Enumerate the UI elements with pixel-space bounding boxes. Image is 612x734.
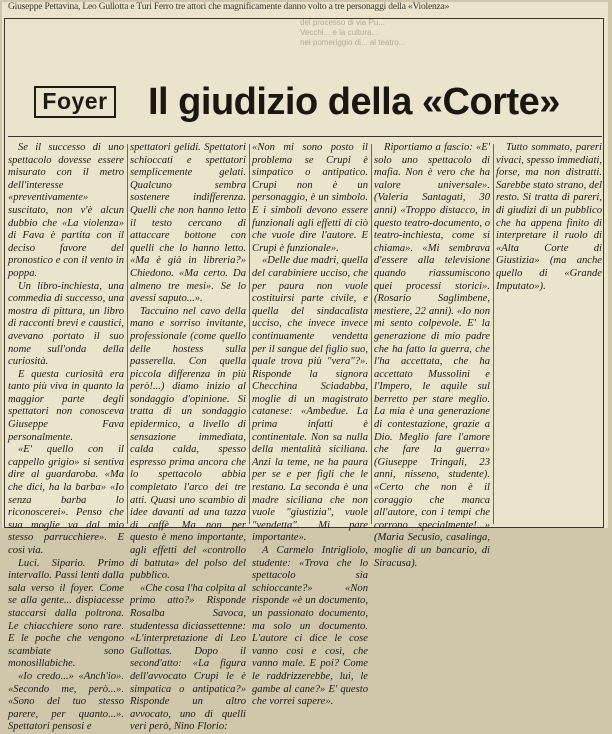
paragraph: E questa curiosità era tanto più viva in quanto la maggior parte degli spettatori non conosceva Giuseppe Fava personalmente.: [8, 368, 124, 443]
show-through-line: nel pomeriggio di... al teatro...: [300, 38, 406, 47]
column-divider: [249, 144, 250, 524]
photo-caption: Giuseppe Pettavina, Leo Gullotta e Turi Ferro tre attori che magnificamente danno volto a tre personaggi della «Violenza»: [8, 2, 450, 12]
paragraph: Se il successo di uno spettacolo dovesse essere misurato con il metro dell'interesse «preventivamente» suscitato, non v'è alcun dubbio che «La violenza» di Fava è partita con il deciso favore del pronostico e con il vento in poppa.: [8, 142, 124, 279]
paragraph: «Che cosa l'ha colpita al primo atto?» Risponde Rosalba Savoca, studentessa diciassettenne: «L'interpretazione di Leo Gullottas. Dopo il second'atto: «La figura dell'avvocato Crupi le è simpatica o antipatica?» Risponde un altro avvocato, uno di quelli veri però, Nino Florio:: [130, 582, 246, 733]
column-divider: [493, 144, 494, 524]
article-column-1: [8, 142, 124, 733]
paragraph: «Io credo...» «Anch'io». «Secondo me, però...». «Sono del tuo stesso parere, per quanto...». Spettatori pensosi e: [8, 670, 124, 733]
section-label-foyer: Foyer: [34, 86, 116, 118]
article-headline: Il giudizio della «Corte»: [148, 81, 560, 123]
column-divider: [127, 144, 128, 524]
article-column-3: [252, 142, 368, 708]
paragraph: «E' quello con il cappello grigio» si sentiva dire al guardaroba. «Ma che dici, ha la barba» «Io senza barba lo riconoscerei». Penso che sua moglie va dal mio stesso parrucchiere». E così via.: [8, 444, 124, 556]
paragraph: «Delle due madri, quella del carabiniere ucciso, che per paura non vuole costituirsi parte civile, e quella del sindacalista ucciso, che invece invece continuamente vendetta per il sangue del figlio suo, quale trova più "vera"?». Risponde la signora Checchina Sciadabba, moglie di un magistrato catanese: «Ambedue. La prima infatti è continentale. Non sa nulla della mentalità siciliana. Anzi la teme, ne ha paura per se e per figli che le restano. La seconda è una madre siciliana che non vuole "giustizia", vuole "vendetta". Mi pare importante».: [252, 255, 368, 544]
paragraph: spettatori gelidi. Spettatori schioccati e spettatori semplicemente gelati. Qualcuno sembra sostenere indifferenza. Quelli che non hanno letto il testo cercano di attaccare bottone con quelli che lo hanno letto. «Ma è già in libreria?» Chiedono. «Ma certo. Da almeno tre mesi». Se lo avessi saputo...».: [130, 142, 246, 305]
paragraph: Taccuino nel cavo della mano e sorriso invitante, professionale (come quello delle hostess sulla passerella. Con quella piccola differenza in più però!...) diamo inizio al sondaggio d'opinione. Si tratta di un sondaggio epidermico, a livello di sensazione immediata, calda calda, spesso espresso prima ancora che lo spettacolo abbia completato l'arco dei tre atti. Quasi uno scambio di idee davanti ad una tazza di caffè. Ma non per questo è meno importante, agli effetti del «controllo di battuta» del polso del pubblico.: [130, 305, 246, 582]
paragraph: Luci. Sipario. Primo intervallo. Passi lenti dalla sala verso il foyer. Come se alla gente... dispiacesse staccarsi dalla poltrona. Le chiacchiere sono rare. E le poche che vengono scambiate sono monosillabiche.: [8, 557, 124, 670]
article-column-2: [130, 142, 246, 733]
paragraph: «Non mi sono posto il problema se Crupi è simpatico o antipatico. Crupi non è un personaggio, è un simbolo. E i simboli devono essere funzionali agli effetti di ciò che vuole dire l'autore. E Crupi è funzionale».: [252, 142, 368, 254]
article-body: [8, 142, 604, 733]
paragraph: Un libro-inchiesta, una commedia di successo, una mostra di pittura, un libro di racconti brevi e caustici, avevano portato il suo nome sull'onda della curiosità.: [8, 280, 124, 368]
column-divider: [371, 144, 372, 524]
paragraph: A Carmelo Intrigliolo, studente: «Trova che lo spettacolo sia schioccante?» «Non risponde «è un documento, un passionato documento, ma solo un documento. L'autore ci dice le cose vanno così e così, che vanno male. E poi? Come le raddrizzerebbe, lui, le gambe al cane?» E' questo che vorrei sapere».: [252, 545, 368, 708]
show-through-line: del processo di via Pu...: [300, 18, 385, 27]
show-through-line: Vecchi... e la cultura...: [300, 28, 379, 37]
article-column-5: [496, 142, 602, 526]
article-column-4: [374, 142, 490, 569]
headline-rule: [8, 136, 602, 137]
paragraph: Tutto sommato, pareri vivaci, spesso immediati, forse, ma non distratti. Sarebbe stato strano, del resto. Si tratta di pareri, di giudizi di un pubblico che ha appena finito di interpretare il ruolo di «Alta Corte di Giustizia» (ma anche quello di «Grande Imputato»).: [496, 142, 602, 292]
paragraph: Riportiamo a fascio: «E' solo uno spettacolo di mafia. Non è vero che ha valore universale». (Valeria Santagati, 30 anni) «Troppo distacco, in questo teatro-documento, o teatro-inchiesta, come si chiama». «Mi sembrava d'essere alla televisione quando riassumiscono quei processi storici». (Rosario Saglimbene, mestiere, 22 anni). «Io non mi sento colpevole. E' la generazione di mio padre che ha fatto la guerra, che l'ha accettata, che ha accettato Mussolini e l'Impero, le aquile sul berretto per stare meglio. La mia è una generazione di contestazione, grazie a Dio. Meglio fare l'amore che fare la guerra» (Giuseppe Tringali, 23 anni, nisseno, studente). «Certo che non è il coraggio che manca all'autore, con i tempi che corrono specialmente!...» (Maria Secusio, casalinga, moglie di un bancario, di Siracusa).: [374, 142, 490, 569]
